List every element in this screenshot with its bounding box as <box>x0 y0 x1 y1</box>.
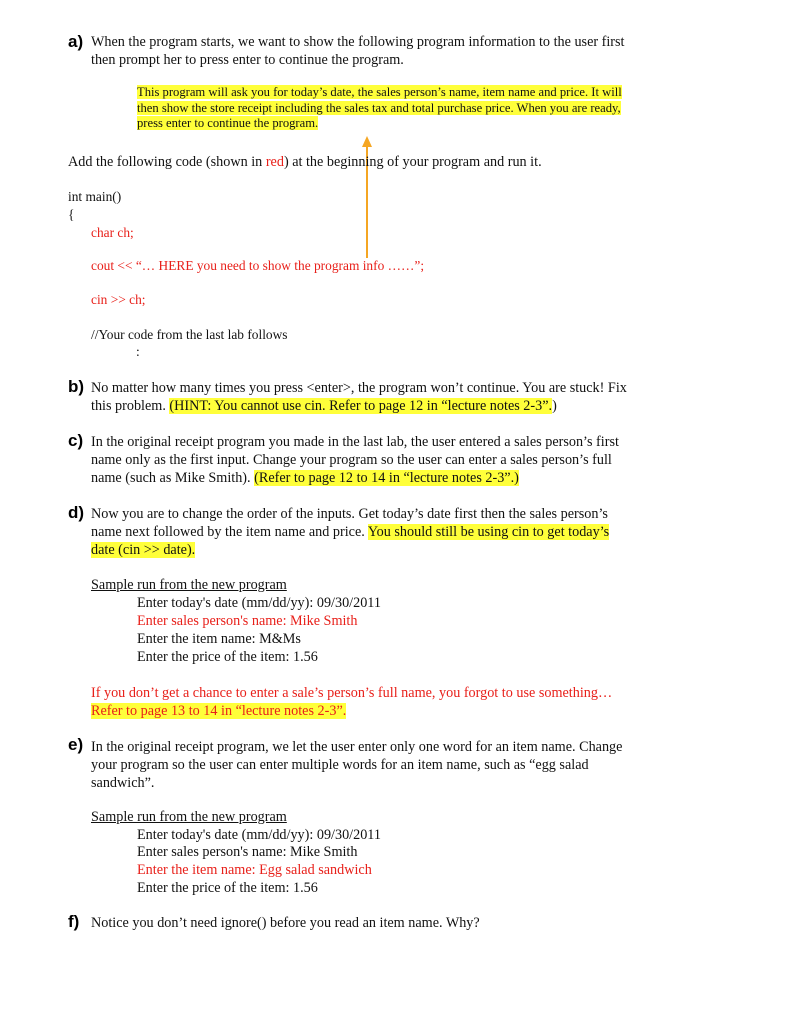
section-c-line3: name (such as Mike Smith). (Refer to page 12 to 14 in “lecture notes 2-3”.) <box>91 470 519 486</box>
code-comment: //Your code from the last lab follows <box>91 327 288 342</box>
section-e-line3: sandwich”. <box>91 775 155 791</box>
sample-line-date-e: Enter today's date (mm/dd/yy): 09/30/2011 <box>137 827 381 843</box>
sample-run-title-d: Sample run from the new program <box>91 577 287 593</box>
section-e-label: e) <box>68 735 84 754</box>
sample-line-item-d: Enter the item name: M&Ms <box>137 631 301 647</box>
section-d-label: d) <box>68 503 85 522</box>
sample-line-item-e: Enter the item name: Egg salad sandwich <box>137 862 372 878</box>
section-a-label: a) <box>68 32 84 51</box>
section-c-line2: name only as the first input. Change your program so the user can enter a sales person’s full <box>91 452 612 468</box>
sample-line-date-d: Enter today's date (mm/dd/yy): 09/30/2011 <box>137 595 381 611</box>
section-f-label: f) <box>68 912 80 931</box>
sample-line-price-e: Enter the price of the item: 1.56 <box>137 880 318 896</box>
sample-line-name-d: Enter sales person's name: Mike Smith <box>137 613 358 629</box>
sample-line-price-d: Enter the price of the item: 1.56 <box>137 649 318 665</box>
section-d-line3: date (cin >> date). <box>91 542 196 558</box>
sample-run-title-e: Sample run from the new program <box>91 809 287 825</box>
section-b-line2: this problem. (HINT: You cannot use cin. Refer to page 12 in “lecture notes 2-3”.) <box>91 398 557 414</box>
section-d-line1: Now you are to change the order of the inputs. Get today’s date first then the sales person’s <box>91 506 608 522</box>
program-info-line2: then show the store receipt including the sales tax and total purchase price. When you are ready, <box>137 100 621 115</box>
code-cout: cout << “… HERE you need to show the program info ……”; <box>91 258 425 273</box>
section-b-label: b) <box>68 377 85 396</box>
code-cin: cin >> ch; <box>91 292 146 307</box>
code-char-ch: char ch; <box>91 225 134 240</box>
warning-line2: Refer to page 13 to 14 in “lecture notes 2-3”. <box>91 703 347 719</box>
section-a-line2: then prompt her to press enter to continue the program. <box>91 52 404 68</box>
code-int-main: int main() <box>68 189 122 204</box>
section-b-line1: No matter how many times you press <enter>, the program won’t continue. You are stuck! Fix <box>91 380 627 396</box>
section-a-line1: When the program starts, we want to show the following program information to the user first <box>91 34 625 50</box>
program-info-box <box>137 85 622 132</box>
section-e-line1: In the original receipt program, we let the user enter only one word for an item name. Change <box>91 739 623 755</box>
section-f-line1: Notice you don’t need ignore() before you read an item name. Why? <box>91 915 480 931</box>
add-code-instruction: Add the following code (shown in red) at the beginning of your program and run it. <box>68 154 542 170</box>
code-continuation: : <box>136 344 140 359</box>
section-d-line2: name next followed by the item name and price. You should still be using cin to get today’s <box>91 524 610 540</box>
warning-line1: If you don’t get a chance to enter a sale’s person’s full name, you forgot to use something… <box>91 685 613 701</box>
sample-line-name-e: Enter sales person's name: Mike Smith <box>137 844 358 860</box>
program-info-line1: This program will ask you for today’s date, the sales person’s name, item name and price. It will <box>137 85 622 99</box>
code-open-brace: { <box>68 207 75 222</box>
section-c-line1: In the original receipt program you made in the last lab, the user entered a sales person’s first <box>91 434 619 450</box>
section-e-line2: your program so the user can enter multiple words for an item name, such as “egg salad <box>91 757 589 773</box>
program-info-line3: press enter to continue the program. <box>137 116 319 130</box>
section-c-label: c) <box>68 431 84 450</box>
